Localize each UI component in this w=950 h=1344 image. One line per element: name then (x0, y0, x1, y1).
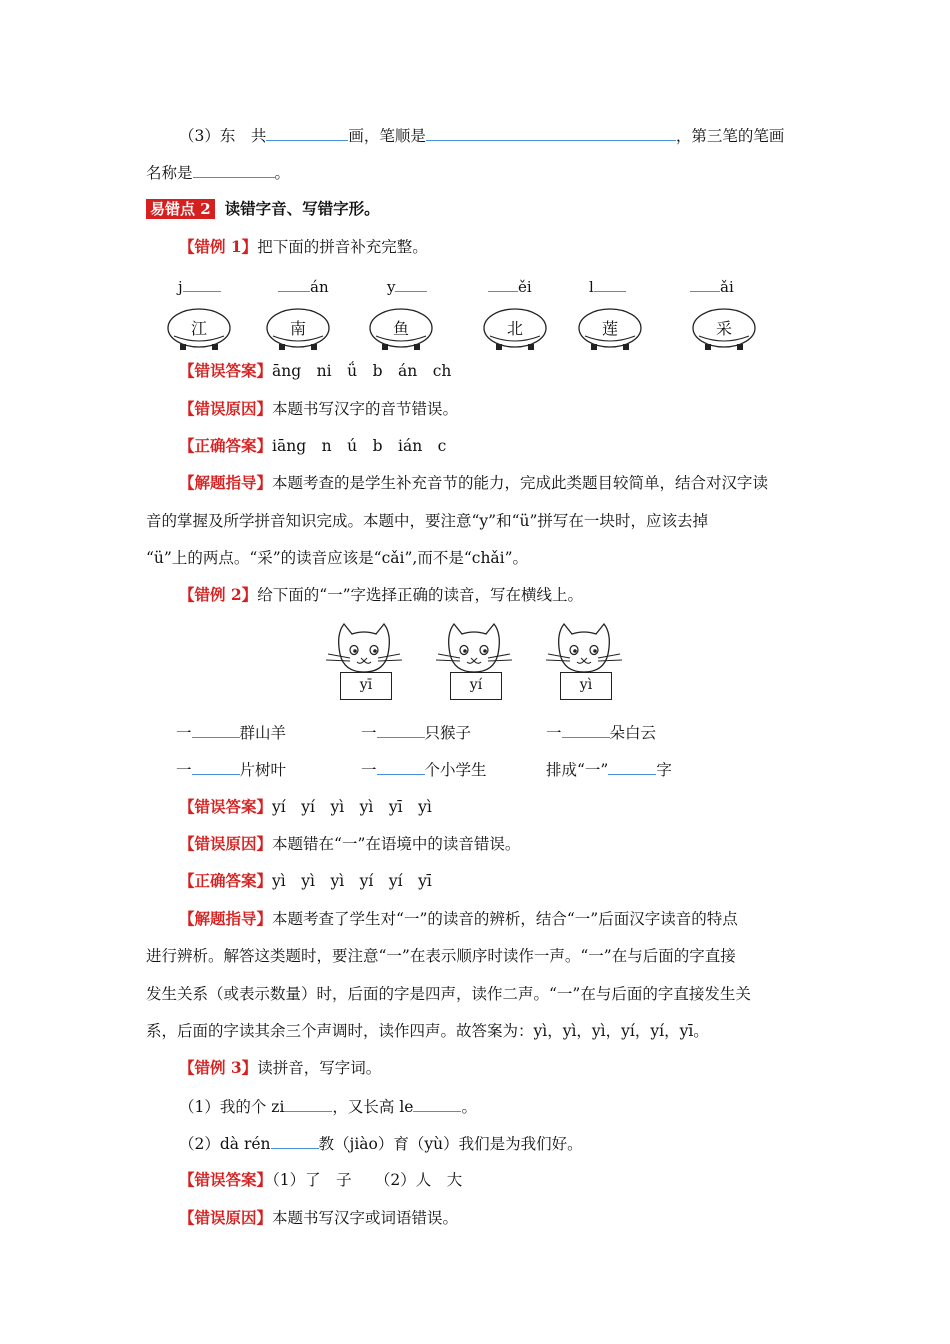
fill-item: 一 群山羊 (176, 721, 286, 744)
q3-mid1: 画，笔顺是 (348, 127, 426, 145)
reason-label: 【错误原因】 (179, 399, 273, 418)
ex3-q2: （2）dà rén 教（jiào）育（yù）我们是为我们好。 (179, 1132, 583, 1155)
point2-header (146, 198, 380, 220)
fill-item: 一 个小学生 (361, 758, 487, 781)
guide-text: 本题考查的是学生补充音节的能力，完成此类题目较简单，结合对汉字读 (272, 474, 769, 492)
guide-label: 【解题指导】 (179, 473, 273, 492)
ex1-label: 【错例 1】 (179, 237, 258, 256)
ex2-right (179, 870, 432, 892)
bowl-char: 江 (190, 319, 207, 338)
bowl-icon (482, 306, 548, 350)
reason-label: 【错误原因】 (179, 1208, 273, 1227)
bowl-char: 莲 (601, 319, 618, 338)
answer-blank[interactable] (278, 275, 310, 292)
answer-blank[interactable] (266, 124, 348, 141)
bowl-char: 鱼 (392, 319, 409, 338)
fill-item: 排成“一” 字 (546, 758, 672, 781)
answer-blank[interactable] (377, 758, 425, 775)
wrong-answer: āng ni ǘ b án ch (272, 362, 452, 380)
q3-line1 (179, 124, 784, 147)
cat-icon (324, 620, 404, 706)
answer-blank[interactable] (377, 721, 425, 738)
ex1-reason (179, 398, 458, 420)
ex1-text: 把下面的拼音补充完整。 (257, 238, 428, 256)
bowl-char: 南 (289, 319, 306, 338)
ex1-guide-1 (179, 472, 768, 494)
guide-text: “ü”上的两点。“采”的读音应该是“cǎi”,而不是“chǎi”。 (146, 549, 529, 567)
pinyin-box: yì (560, 672, 612, 700)
point2-title: 读错字音、写错字形。 (224, 199, 380, 218)
guide-text: 系，后面的字读其余三个声调时，读作四声。故答案为：yì，yì，yì，yí，yí，yī。 (146, 1022, 709, 1040)
answer-blank[interactable] (690, 275, 720, 292)
answer-blank[interactable] (488, 275, 518, 292)
fill-item: 一 片树叶 (176, 758, 286, 781)
answer-blank[interactable] (426, 124, 676, 141)
ex3-text: 读拼音，写字词。 (257, 1059, 382, 1077)
answer-blank[interactable] (594, 275, 626, 292)
guide-text: 本题考查了学生对“一”的读音的辨析，结合“一”后面汉字读音的特点 (272, 910, 738, 928)
right-answer-label: 【正确答案】 (179, 871, 273, 890)
answer-blank[interactable] (183, 275, 221, 292)
point2-tag: 易错点 2 (146, 199, 215, 219)
ex3-reason (179, 1207, 458, 1229)
answer-blank[interactable] (192, 721, 240, 738)
reason-label: 【错误原因】 (179, 834, 273, 853)
fill-item: 一 朵白云 (546, 721, 656, 744)
ex1-heading (179, 236, 428, 258)
answer-blank[interactable] (284, 1095, 332, 1112)
reason-text: 本题书写汉字的音节错误。 (272, 400, 459, 418)
q3-mid2: ，第三笔的笔画 (675, 127, 785, 145)
q3-line2 (146, 161, 290, 184)
answer-blank[interactable] (192, 758, 240, 775)
fill-item: 一 只猴子 (361, 721, 471, 744)
ex2-text: 给下面的“一”字选择正确的读音，写在横线上。 (257, 586, 584, 604)
ex2-label: 【错例 2】 (179, 585, 258, 604)
pinyin-box: yī (340, 672, 392, 700)
ex2-guide-1 (179, 908, 738, 930)
answer-blank[interactable] (562, 721, 610, 738)
answer-blank[interactable] (271, 1132, 319, 1149)
wrong-answer: （1）了 子 （2）人 大 (272, 1171, 463, 1189)
ex3-wrong (179, 1169, 462, 1191)
q3-line2-prefix: 名称是 (146, 164, 193, 182)
wrong-answer-label: 【错误答案】 (179, 1170, 273, 1189)
ex3-label: 【错例 3】 (179, 1058, 258, 1077)
pinyin-item: l (589, 275, 626, 296)
ex3-q1: （1）我的个 zi ，又长高 le 。 (179, 1095, 477, 1118)
cat-icon (544, 620, 624, 706)
answer-blank[interactable] (395, 275, 427, 292)
ex2-wrong (179, 796, 432, 818)
ex3-heading (179, 1057, 381, 1079)
guide-text: 进行辨析。解答这类题时，要注意“一”在表示顺序时读作一声。“一”在与后面的字直接 (146, 947, 736, 965)
pinyin-item: án (278, 275, 329, 296)
pinyin-box: yí (450, 672, 502, 700)
right-answer: yì yì yì yí yí yī (272, 872, 432, 890)
wrong-answer-label: 【错误答案】 (179, 797, 273, 816)
bowl-icon (265, 306, 331, 350)
bowl-icon (577, 306, 643, 350)
reason-text: 本题错在“一”在语境中的读音错误。 (272, 835, 521, 853)
ex1-right (179, 435, 446, 457)
cat-icon (434, 620, 514, 706)
answer-blank[interactable] (193, 161, 275, 178)
guide-text: 音的掌握及所学拼音知识完成。本题中，要注意“y”和“ü”拼写在一块时，应该去掉 (146, 512, 708, 530)
answer-blank[interactable] (413, 1095, 461, 1112)
answer-blank[interactable] (608, 758, 656, 775)
ex1-wrong (179, 360, 451, 382)
q3-line2-end: 。 (274, 164, 291, 182)
pinyin-item: j (178, 275, 221, 296)
guide-text: 发生关系（或表示数量）时，后面的字是四声，读作二声。“一”在与后面的字直接发生关 (146, 985, 751, 1003)
q3-prefix: （3）东 共 (179, 127, 267, 145)
guide-label: 【解题指导】 (179, 909, 273, 928)
ex2-heading (179, 584, 583, 606)
bowl-icon (368, 306, 434, 350)
wrong-answer: yí yí yì yì yī yì (272, 798, 432, 816)
pinyin-item: ěi (488, 275, 532, 296)
bowl-char: 北 (506, 319, 523, 338)
right-answer-label: 【正确答案】 (179, 436, 273, 455)
pinyin-item: ǎi (690, 275, 734, 296)
pinyin-item: y (387, 275, 427, 296)
bowl-icon (166, 306, 232, 350)
ex2-reason (179, 833, 520, 855)
right-answer: iāng n ú b ián c (272, 437, 447, 455)
reason-text: 本题书写汉字或词语错误。 (272, 1209, 459, 1227)
bowl-icon (691, 306, 757, 350)
bowl-char: 采 (715, 319, 732, 338)
wrong-answer-label: 【错误答案】 (179, 361, 273, 380)
